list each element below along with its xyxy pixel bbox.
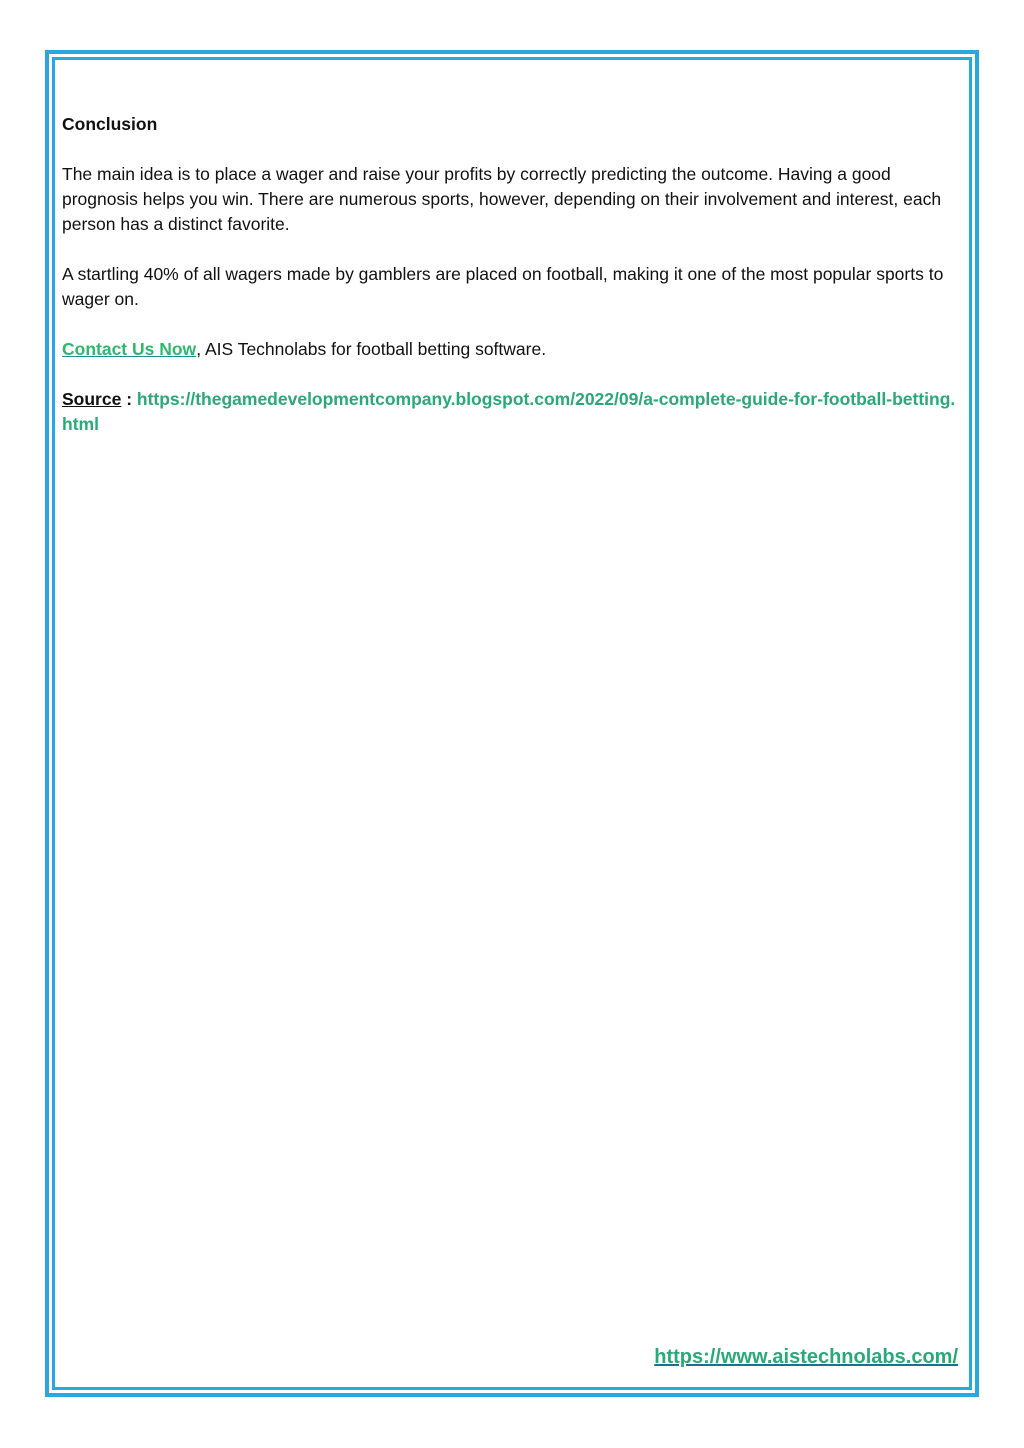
source-line <box>62 387 962 437</box>
document-body <box>62 112 962 437</box>
footer-website-link[interactable]: https://www.aistechnolabs.com/ <box>654 1346 958 1368</box>
source-url-link[interactable]: https://thegamedevelopmentcompany.blogspot.com/2022/09/a-complete-guide-for-football-betting.html <box>62 389 956 434</box>
contact-us-link[interactable]: Contact Us Now <box>62 339 197 359</box>
paragraph-football-stat: A startling 40% of all wagers made by gamblers are placed on football, making it one of the most popular sports to wager on. <box>62 264 944 309</box>
paragraph-main-idea: The main idea is to place a wager and raise your profits by correctly predicting the outcome. Having a good prognosis helps you win. There are numerous sports, however, depending on their involvement and interest, each person has a distinct favorite. <box>62 164 942 234</box>
source-separator: : <box>121 389 137 409</box>
source-label: Source <box>62 389 122 409</box>
contact-line-text: , AIS Technolabs for football betting software. <box>196 339 547 359</box>
section-heading: Conclusion <box>62 114 158 134</box>
contact-line <box>62 337 962 362</box>
